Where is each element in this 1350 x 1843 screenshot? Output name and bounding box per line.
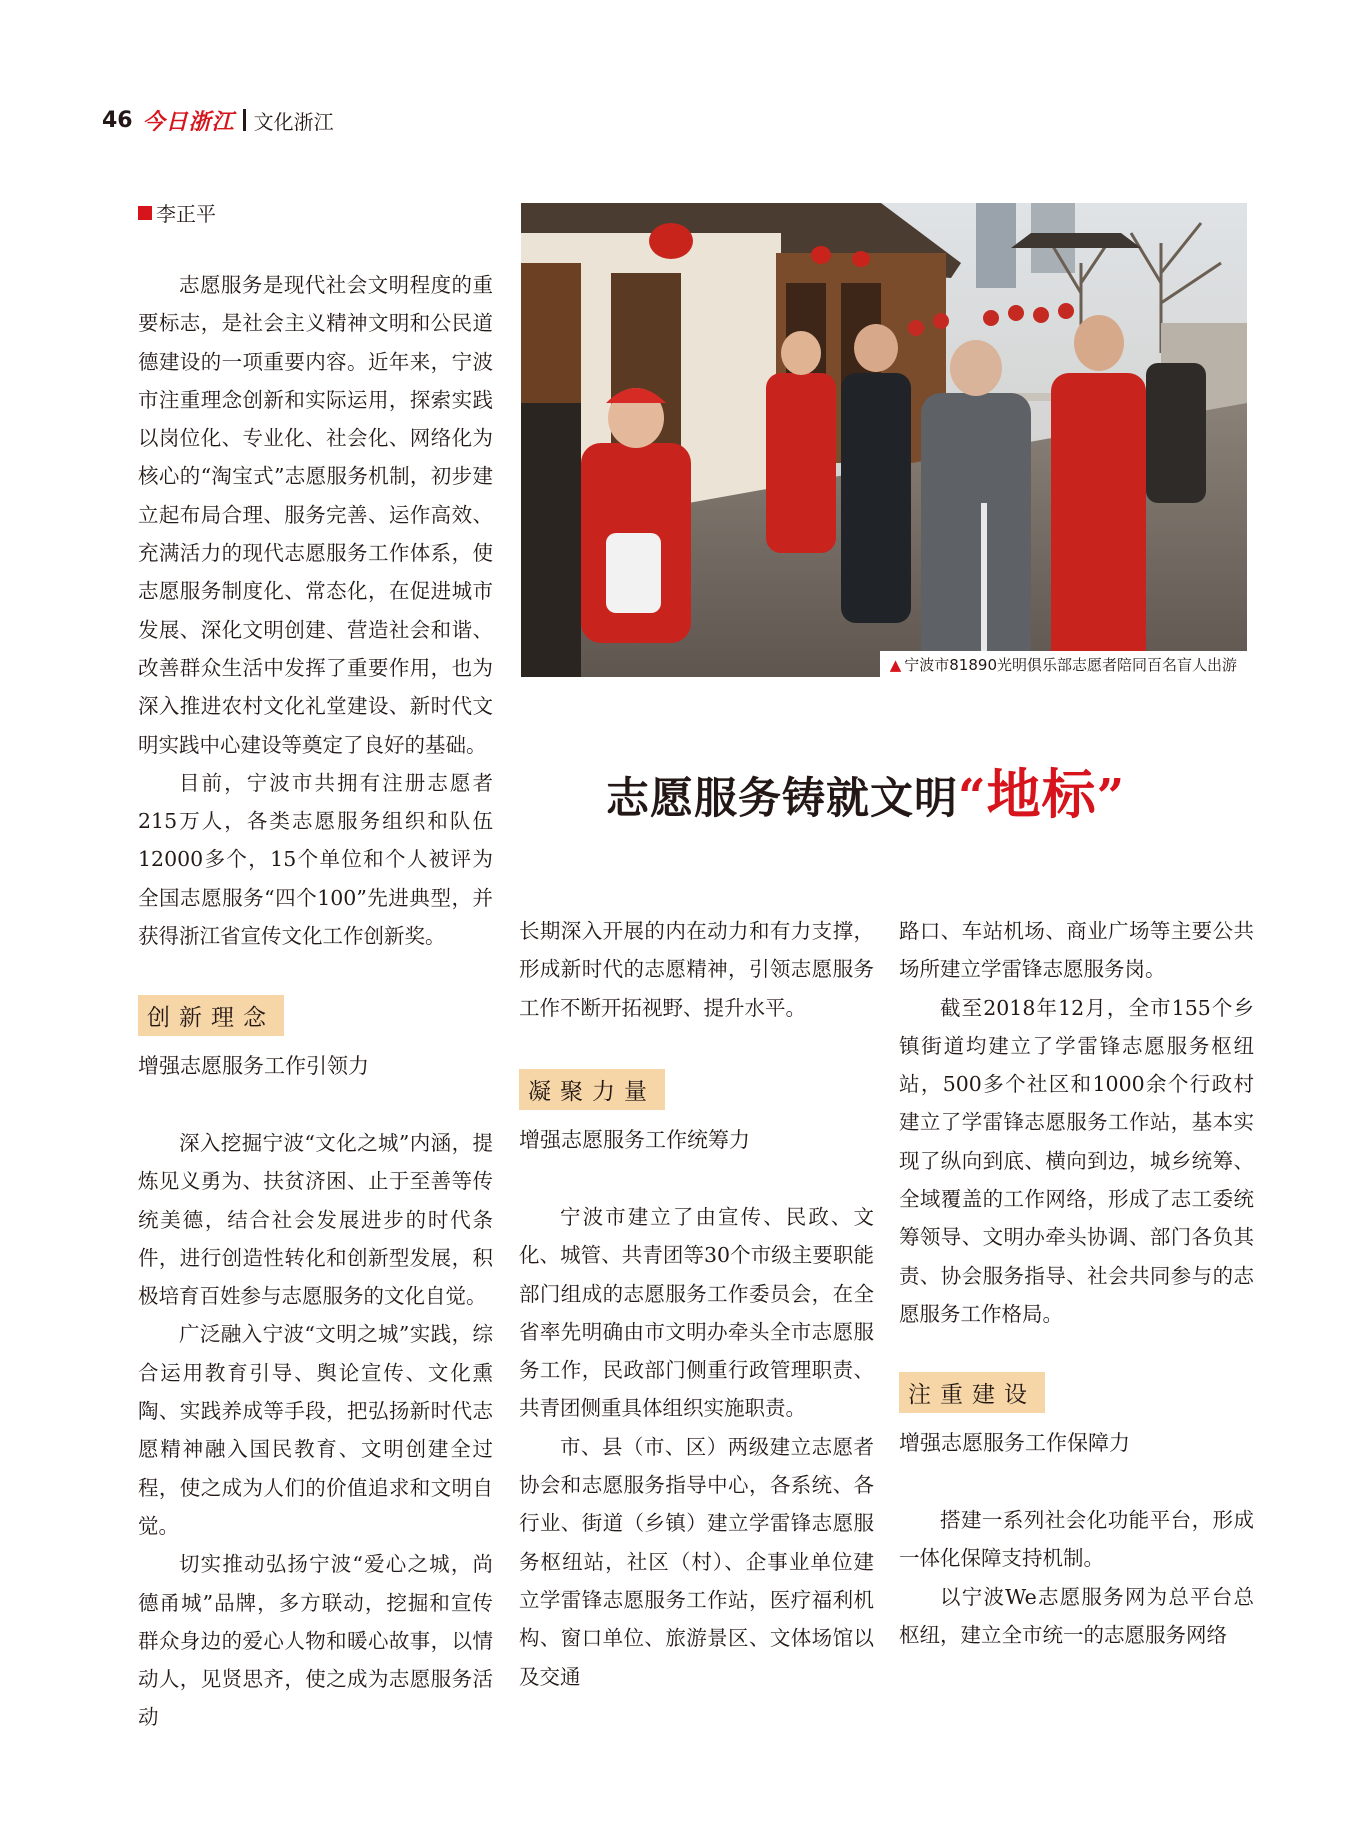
section-tag-innovation: 创新理念 <box>138 995 284 1036</box>
title-close-quote: ” <box>1096 769 1126 825</box>
red-square-icon <box>138 206 152 220</box>
paragraph: 切实推动弘扬宁波“爱心之城，尚德甬城”品牌，多方联动，挖掘和宣传群众身边的爱心人物和暖心故事，以情动人，见贤思齐，使之成为志愿服务活动 <box>138 1552 493 1730</box>
column-1-intro <box>138 266 493 955</box>
title-highlight: 地标 <box>986 762 1097 826</box>
paragraph: 长期深入开展的内在动力和有力支撑，形成新时代的志愿精神，引领志愿服务工作不断开拓视野、提升水平。 <box>519 919 874 1020</box>
page-header <box>102 102 334 138</box>
subheading-1: 增强志愿服务工作引领力 <box>138 1054 369 1078</box>
article-title <box>606 752 1125 829</box>
section-tag-construction: 注重建设 <box>899 1372 1045 1413</box>
author-byline <box>138 198 216 227</box>
paragraph: 市、县（市、区）两级建立志愿者协会和志愿服务指导中心，各系统、各行业、街道（乡镇）建立学雷锋志愿服务枢纽站，社区（村）、企事业单位建立学雷锋志愿服务工作站，医疗福利机构、窗口单位、旅游景区、文体场馆以及交通 <box>519 1434 874 1689</box>
column-2-intro <box>519 912 874 1027</box>
section-tag-cohesion: 凝聚力量 <box>519 1069 665 1110</box>
section-name: 文化浙江 <box>253 109 334 134</box>
paragraph: 以宁波We志愿服务网为总平台总枢纽，建立全市统一的志愿服务网络 <box>899 1584 1254 1647</box>
column-1-body <box>138 1124 493 1737</box>
volunteers-photo-illustration <box>521 203 1247 677</box>
triangle-icon: ▲ <box>889 656 902 674</box>
page-number: 46 <box>102 107 133 133</box>
paragraph: 志愿服务是现代社会文明程度的重要标志，是社会主义精神文明和公民道德建设的一项重要内容。近年来，宁波市注重理念创新和实际运用，探索实践以岗位化、专业化、社会化、网络化为核心的“淘宝式”志愿服务机制，初步建立起布局合理、服务完善、运作高效、充满活力的现代志愿服务工作体系，使志愿服务制度化、常态化，在促进城市发展、深化文明创建、营造社会和谐、改善群众生活中发挥了重要作用，也为深入推进农村文化礼堂建设、新时代文明实践中心建设等奠定了良好的基础。 <box>138 273 493 757</box>
header-divider <box>243 109 246 131</box>
column-3-intro <box>899 912 1254 1333</box>
paragraph: 截至2018年12月，全市155个乡镇街道均建立了学雷锋志愿服务枢纽站，500多个社区和1000余个行政村建立了学雷锋志愿服务工作站，基本实现了纵向到底、横向到边，城乡统筹、全域覆盖的工作网络，形成了志工委统筹领导、文明办牵头协调、部门各负其责、协会服务指导、社会共同参与的志愿服务工作格局。 <box>899 995 1254 1326</box>
paragraph: 广泛融入宁波“文明之城”实践，综合运用教育引导、舆论宣传、文化熏陶、实践养成等手段，把弘扬新时代志愿精神融入国民教育、文明创建全过程，使之成为人们的价值追求和文明自觉。 <box>138 1322 493 1538</box>
paragraph: 目前，宁波市共拥有注册志愿者215万人，各类志愿服务组织和队伍12000多个，15个单位和个人被评为全国志愿服务“四个100”先进典型，并获得浙江省宣传文化工作创新奖。 <box>138 770 493 949</box>
title-open-quote: “ <box>958 769 987 825</box>
column-2-body <box>519 1198 874 1696</box>
author-name: 李正平 <box>156 202 216 226</box>
subheading-3: 增强志愿服务工作保障力 <box>899 1431 1130 1455</box>
photo-caption: ▲ 宁波市81890光明俱乐部志愿者陪同百名盲人出游 <box>880 651 1247 677</box>
paragraph: 搭建一系列社会化功能平台，形成一体化保障支持机制。 <box>899 1508 1254 1571</box>
paragraph: 路口、车站机场、商业广场等主要公共场所建立学雷锋志愿服务岗。 <box>899 919 1254 982</box>
magazine-logo: 今日浙江 <box>142 108 235 135</box>
subheading-2: 增强志愿服务工作统筹力 <box>519 1128 750 1152</box>
paragraph: 宁波市建立了由宣传、民政、文化、城管、共青团等30个市级主要职能部门组成的志愿服务工作委员会，在全省率先明确由市文明办牵头全市志愿服务工作，民政部门侧重行政管理职责、共青团侧重具体组织实施职责。 <box>519 1205 874 1421</box>
column-3-body <box>899 1501 1254 1654</box>
paragraph: 深入挖掘宁波“文化之城”内涵，提炼见义勇为、扶贫济困、止于至善等传统美德，结合社会发展进步的时代条件，进行创造性转化和创新型发展，积极培育百姓参与志愿服务的文化自觉。 <box>138 1131 493 1309</box>
article-photo <box>521 203 1247 677</box>
title-main: 志愿服务铸就文明 <box>606 774 958 824</box>
